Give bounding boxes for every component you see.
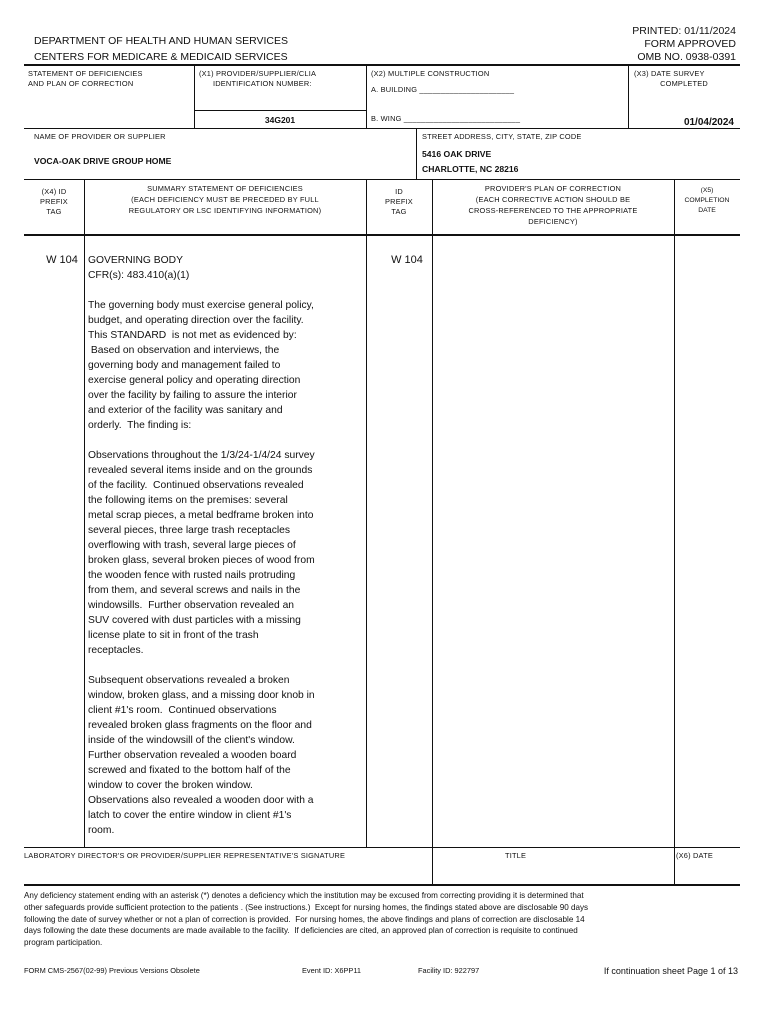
x4-header-3: TAG xyxy=(46,207,62,216)
row2-bottom-border xyxy=(24,179,740,180)
col-divider-plan xyxy=(674,179,675,847)
signature-divider-1 xyxy=(432,847,433,884)
table-bottom-border xyxy=(24,847,740,848)
centers-name: CENTERS FOR MEDICARE & MEDICAID SERVICES xyxy=(34,51,288,63)
provider-id-number: 34G201 xyxy=(264,115,296,125)
x5-header-1: (X5) xyxy=(700,187,714,194)
address-line-1: 5416 OAK DRIVE xyxy=(422,149,492,159)
building-field: A. BUILDING ______________________ xyxy=(371,85,515,94)
signature-label: LABORATORY DIRECTOR'S OR PROVIDER/SUPPLIER REPRESENTATIVE'S SIGNATURE xyxy=(24,851,346,860)
address-label: STREET ADDRESS, CITY, STATE, ZIP CODE xyxy=(422,132,582,141)
provider-name-label: NAME OF PROVIDER OR SUPPLIER xyxy=(34,132,166,141)
signature-title-label: TITLE xyxy=(505,851,527,860)
signature-date-label: (X6) DATE xyxy=(676,851,713,860)
printed-date: PRINTED: 01/11/2024 xyxy=(632,25,736,37)
col-divider-id xyxy=(432,179,433,847)
id-header-3: TAG xyxy=(391,207,407,216)
facility-id: Facility ID: 922797 xyxy=(418,966,480,975)
x4-header-1: (X4) ID xyxy=(41,187,67,196)
multiple-construction-label: (X2) MULTIPLE CONSTRUCTION xyxy=(371,69,490,78)
x1-inner-line xyxy=(194,110,366,111)
event-id: Event ID: X6PP11 xyxy=(302,966,362,975)
department-name: DEPARTMENT OF HEALTH AND HUMAN SERVICES xyxy=(34,35,288,47)
page-indicator: If continuation sheet Page 1 of 13 xyxy=(603,966,738,976)
x1-label-1: (X1) PROVIDER/SUPPLIER/CLIA xyxy=(199,69,317,78)
omb-number: OMB NO. 0938-0391 xyxy=(637,51,736,63)
date-survey-label-2: COMPLETED xyxy=(660,79,708,88)
row1-bottom-border xyxy=(24,128,740,129)
survey-completed-date: 01/04/2024 xyxy=(683,117,734,128)
id-header-2: PREFIX xyxy=(385,197,413,206)
address-line-2: CHARLOTTE, NC 28216 xyxy=(422,164,519,174)
col-divider-x4 xyxy=(84,179,85,847)
column-header-bottom-border xyxy=(24,234,740,236)
summary-header-1: SUMMARY STATEMENT OF DEFICIENCIES xyxy=(147,184,303,193)
date-survey-label-1: (X3) DATE SURVEY xyxy=(634,69,705,78)
signature-bottom-border xyxy=(24,884,740,886)
form-number: FORM CMS-2567(02-99) Previous Versions Obsolete xyxy=(24,966,200,975)
statement-label-2: AND PLAN OF CORRECTION xyxy=(28,79,134,88)
deficiency-text: GOVERNING BODY CFR(s): 483.410(a)(1) The governing body must exercise general policy, budget, and operating direction over the facility. This STANDARD is not met as evidenced by: Based on observation and interviews, the governing body and management failed to exercise general policy and operating direction over the facility by failing to assure the interior and exterior of the facility was sanitary and orderly. The finding is: Observations throughout the 1/3/24-1/4/24 survey revealed several items inside and on the grounds of the facility. Continued observations revealed the following items on the premises: several metal scrap pieces, a metal bedframe broken into several pieces, three large trash receptacles overflowing with trash, several large pieces of broken glass, several broken pieces of wood from the wooden fence with rusted nails protruding from them, and several screws and nails in the windowsills. Further observation revealed an SUV covered with dust particles with a missing license plate to sit in front of the trash receptacles. Subsequent observations revealed a broken window, broken glass, and a missing door knob in client #1's room. Continued observations revealed broken glass fragments on the floor and inside of the windowsill of the client's window. Further observation revealed a wooden board screwed and fixated to the bottom half of the window to cover the broken window. Observations also revealed a wooden door with a latch to cover the entire window in client #1's room. xyxy=(88,255,315,836)
x5-header-3: DATE xyxy=(698,207,716,214)
plan-header-3: CROSS-REFERENCED TO THE APPROPRIATE xyxy=(468,206,638,215)
x1-label-2: IDENTIFICATION NUMBER: xyxy=(213,79,312,88)
statement-label-1: STATEMENT OF DEFICIENCIES xyxy=(28,69,143,78)
provider-name: VOCA-OAK DRIVE GROUP HOME xyxy=(34,156,172,166)
form-approved: FORM APPROVED xyxy=(644,38,736,50)
plan-header-4: DEFICIENCY) xyxy=(528,217,578,226)
wing-field: B. WING ___________________________ xyxy=(371,114,521,123)
id-header-1: ID xyxy=(395,187,403,196)
table-top-border xyxy=(24,64,740,66)
plan-header-2: (EACH CORRECTIVE ACTION SHOULD BE xyxy=(475,195,631,204)
summary-header-2: (EACH DEFICIENCY MUST BE PRECEDED BY FULL xyxy=(131,195,319,204)
x5-header-2: COMPLETION xyxy=(684,197,730,204)
plan-header-1: PROVIDER'S PLAN OF CORRECTION xyxy=(484,184,622,193)
row1-divider-2 xyxy=(366,64,367,128)
row2-divider xyxy=(416,128,417,179)
signature-divider-2 xyxy=(674,847,675,884)
summary-header-3: REGULATORY OR LSC IDENTIFYING INFORMATION) xyxy=(128,206,322,215)
id-prefix-tag: W 104 xyxy=(391,254,423,266)
disclaimer-text: Any deficiency statement ending with an asterisk (*) denotes a deficiency which the institution may be excused from correcting providing it is determined that other safeguards provide sufficient protection to the patients . (See instructions.) Except for nursing homes, the findings stated above are disclosable 90 days following the date of survey whether or not a plan of correction is provided. For nursing homes, the above findings and plans of correction are disclosable 14 days following the date these documents are made available to the facility. If deficiencies are cited, an approved plan of correction is requisite to continued program participation. xyxy=(24,891,589,948)
deficiency-tag: W 104 xyxy=(46,254,78,266)
x4-header-2: PREFIX xyxy=(40,197,68,206)
col-divider-summary xyxy=(366,179,367,847)
